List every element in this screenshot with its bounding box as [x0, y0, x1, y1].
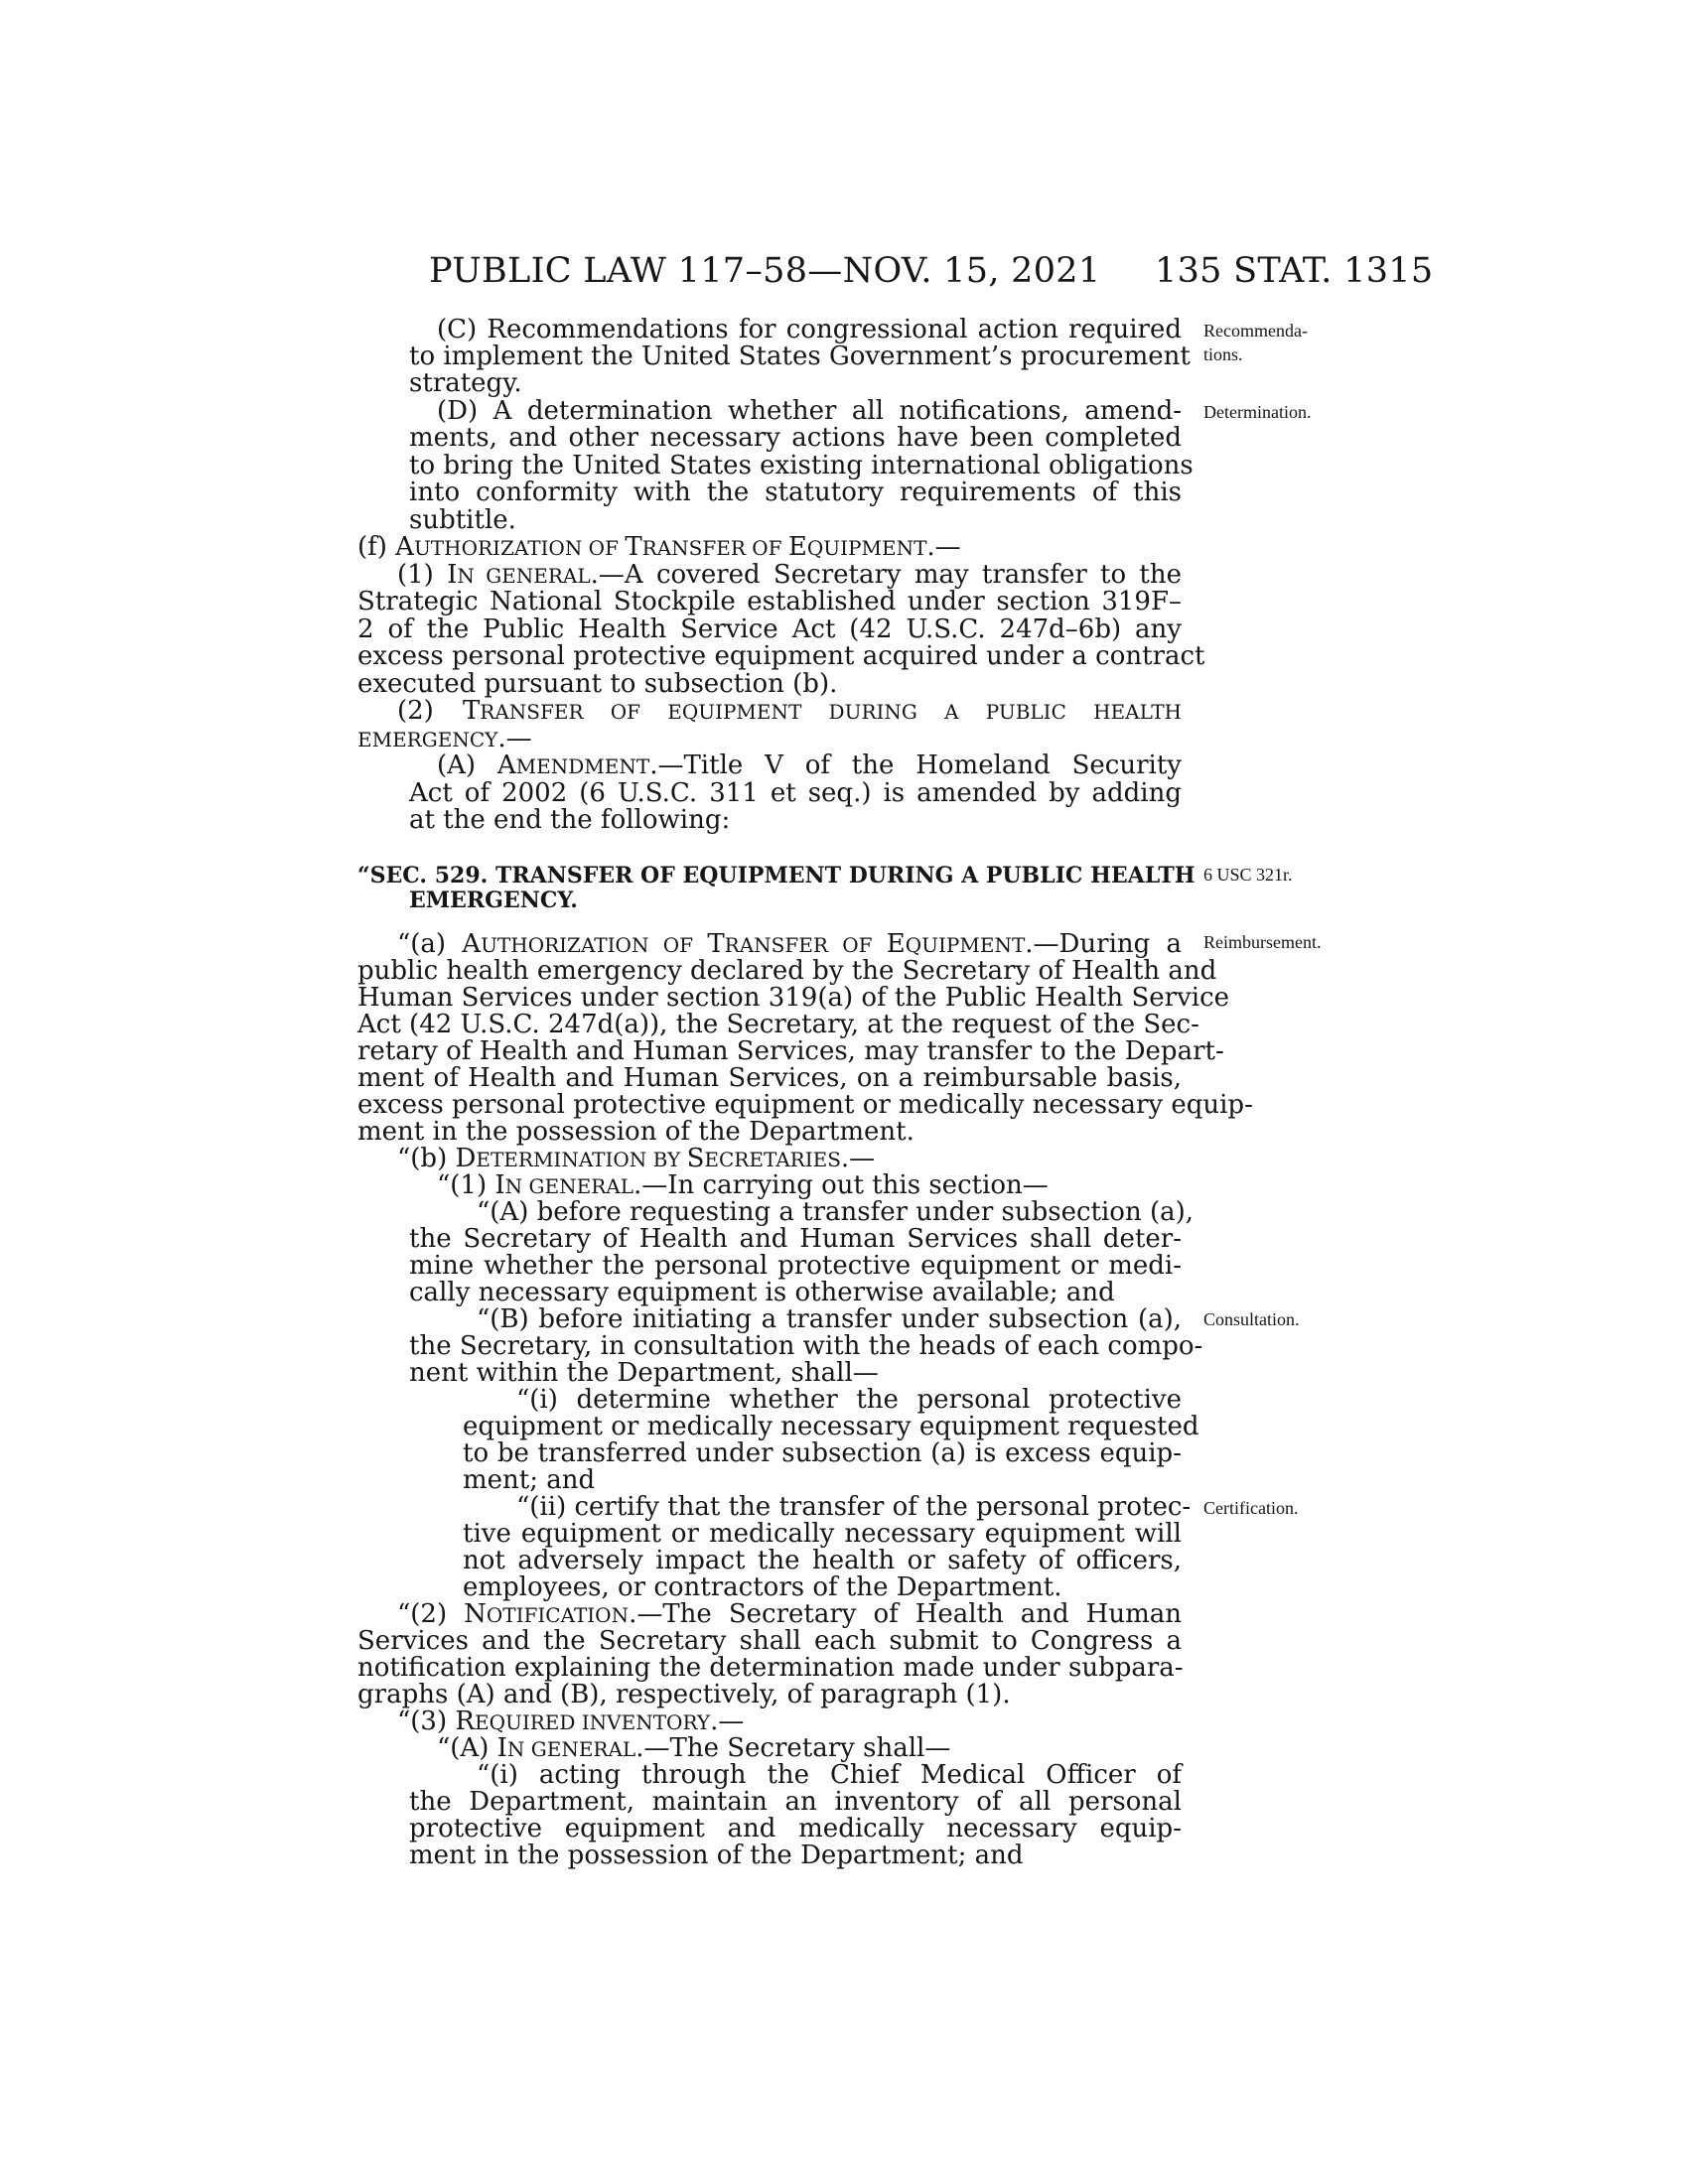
subsection-heading: (f) AUTHORIZATION OF TRANSFER OF EQUIPMENT.—: [357, 532, 961, 562]
text-line: (A) AMENDMENT.—Title V of the Homeland Security: [437, 751, 1182, 780]
text-line: excess personal protective equipment or medically necessary equip-: [357, 1090, 1253, 1120]
text-line: to implement the United States Government’s procurement: [409, 341, 1191, 371]
margin-note-reimbursement: Reimbursement.: [1203, 932, 1322, 952]
text-line: executed pursuant to subsection (b).: [357, 669, 838, 699]
text-line: not adversely impact the health or safety of officers,: [463, 1546, 1182, 1575]
text-line: public health emergency declared by the Secretary of Health and: [357, 956, 1217, 986]
margin-note-certification: Certification.: [1203, 1498, 1299, 1518]
text-line: to be transferred under subsection (a) is excess equip-: [463, 1438, 1182, 1468]
text-line: tive equipment or medically necessary equipment will: [463, 1519, 1182, 1549]
text-line: ment in the possession of the Department.: [357, 1117, 914, 1147]
text-line: protective equipment and medically necessary equip-: [409, 1814, 1182, 1843]
text-line: Strategic National Stockpile established under section 319F–: [357, 587, 1182, 616]
margin-note-consultation: Consultation.: [1203, 1309, 1300, 1329]
margin-note-recommendations: Recommenda-: [1203, 321, 1308, 341]
text-line: ment; and: [463, 1465, 596, 1495]
margin-note-usc: 6 USC 321r.: [1203, 865, 1293, 885]
text-line: equipment or medically necessary equipment requested: [463, 1412, 1199, 1441]
text-line: the Secretary, in consultation with the heads of each compo-: [409, 1331, 1203, 1361]
text-line: notification explaining the determination made under subpara-: [357, 1653, 1184, 1683]
text-line: “(a) AUTHORIZATION OF TRANSFER OF EQUIPMENT.—During a: [397, 929, 1182, 959]
text-line: Human Services under section 319(a) of the Public Health Service: [357, 983, 1230, 1013]
subsection-heading: “(b) DETERMINATION BY SECRETARIES.—: [397, 1144, 876, 1173]
text-line: (1) IN GENERAL.—A covered Secretary may transfer to the: [397, 560, 1182, 590]
text-line: “(i) determine whether the personal protective: [516, 1385, 1182, 1415]
text-line: “(2) NOTIFICATION.—The Secretary of Health and Human: [397, 1599, 1182, 1629]
running-header-page: 135 STAT. 1315: [1155, 251, 1434, 291]
text-line: “(1) IN GENERAL.—In carrying out this section—: [437, 1170, 1049, 1200]
text-line: the Secretary of Health and Human Services shall deter-: [409, 1224, 1182, 1254]
text-line: cally necessary equipment is otherwise available; and: [409, 1278, 1115, 1307]
text-line: excess personal protective equipment acquired under a contract: [357, 641, 1205, 671]
text-line: Act of 2002 (6 U.S.C. 311 et seq.) is amended by adding: [409, 778, 1182, 808]
text-line: strategy.: [409, 368, 522, 398]
text-line: ment of Health and Human Services, on a reimbursable basis,: [357, 1063, 1182, 1093]
text-line: graphs (A) and (B), respectively, of paragraph (1).: [357, 1680, 1011, 1709]
text-line: “(A) before requesting a transfer under subsection (a),: [477, 1197, 1195, 1227]
text-line: “(A) IN GENERAL.—The Secretary shall—: [437, 1733, 951, 1763]
margin-note-recommendations-cont: tions.: [1203, 344, 1243, 364]
section-heading: “SEC. 529. TRANSFER OF EQUIPMENT DURING A PUBLIC HEALTH: [357, 863, 1196, 888]
text-line: subtitle.: [409, 505, 516, 535]
text-line: “(i) acting through the Chief Medical Officer of: [477, 1760, 1182, 1790]
text-line: EMERGENCY.—: [357, 724, 532, 753]
text-line: the Department, maintain an inventory of all personal: [409, 1787, 1182, 1817]
text-line: nent within the Department, shall—: [409, 1358, 879, 1388]
text-line: mine whether the personal protective equipment or medi-: [409, 1251, 1182, 1281]
subsection-heading: “(3) REQUIRED INVENTORY.—: [397, 1706, 745, 1736]
margin-note-determination: Determination.: [1203, 402, 1312, 422]
running-header-title: PUBLIC LAW 117–58—NOV. 15, 2021: [429, 251, 1101, 291]
text-line: to bring the United States existing international obligations: [409, 451, 1194, 480]
text-line: retary of Health and Human Services, may transfer to the Depart-: [357, 1036, 1224, 1066]
text-line: ment in the possession of the Department; and: [409, 1841, 1024, 1870]
text-line: “(B) before initiating a transfer under subsection (a),: [477, 1304, 1182, 1334]
section-heading-cont: EMERGENCY.: [409, 887, 578, 913]
text-line: (C) Recommendations for congressional action required: [437, 315, 1182, 344]
text-line: (D) A determination whether all notifications, amend-: [437, 396, 1182, 426]
text-line: Act (42 U.S.C. 247d(a)), the Secretary, at the request of the Sec-: [357, 1010, 1199, 1039]
text-line: (2) TRANSFER OF EQUIPMENT DURING A PUBLIC HEALTH: [397, 696, 1182, 726]
text-line: 2 of the Public Health Service Act (42 U.S.C. 247d–6b) any: [357, 614, 1182, 644]
text-line: “(ii) certify that the transfer of the personal protec-: [516, 1492, 1192, 1522]
text-line: at the end the following:: [409, 805, 731, 835]
text-line: ments, and other necessary actions have been completed: [409, 423, 1182, 453]
text-line: Services and the Secretary shall each submit to Congress a: [357, 1626, 1182, 1656]
text-line: into conformity with the statutory requirements of this: [409, 478, 1182, 507]
text-line: employees, or contractors of the Department.: [463, 1572, 1062, 1602]
